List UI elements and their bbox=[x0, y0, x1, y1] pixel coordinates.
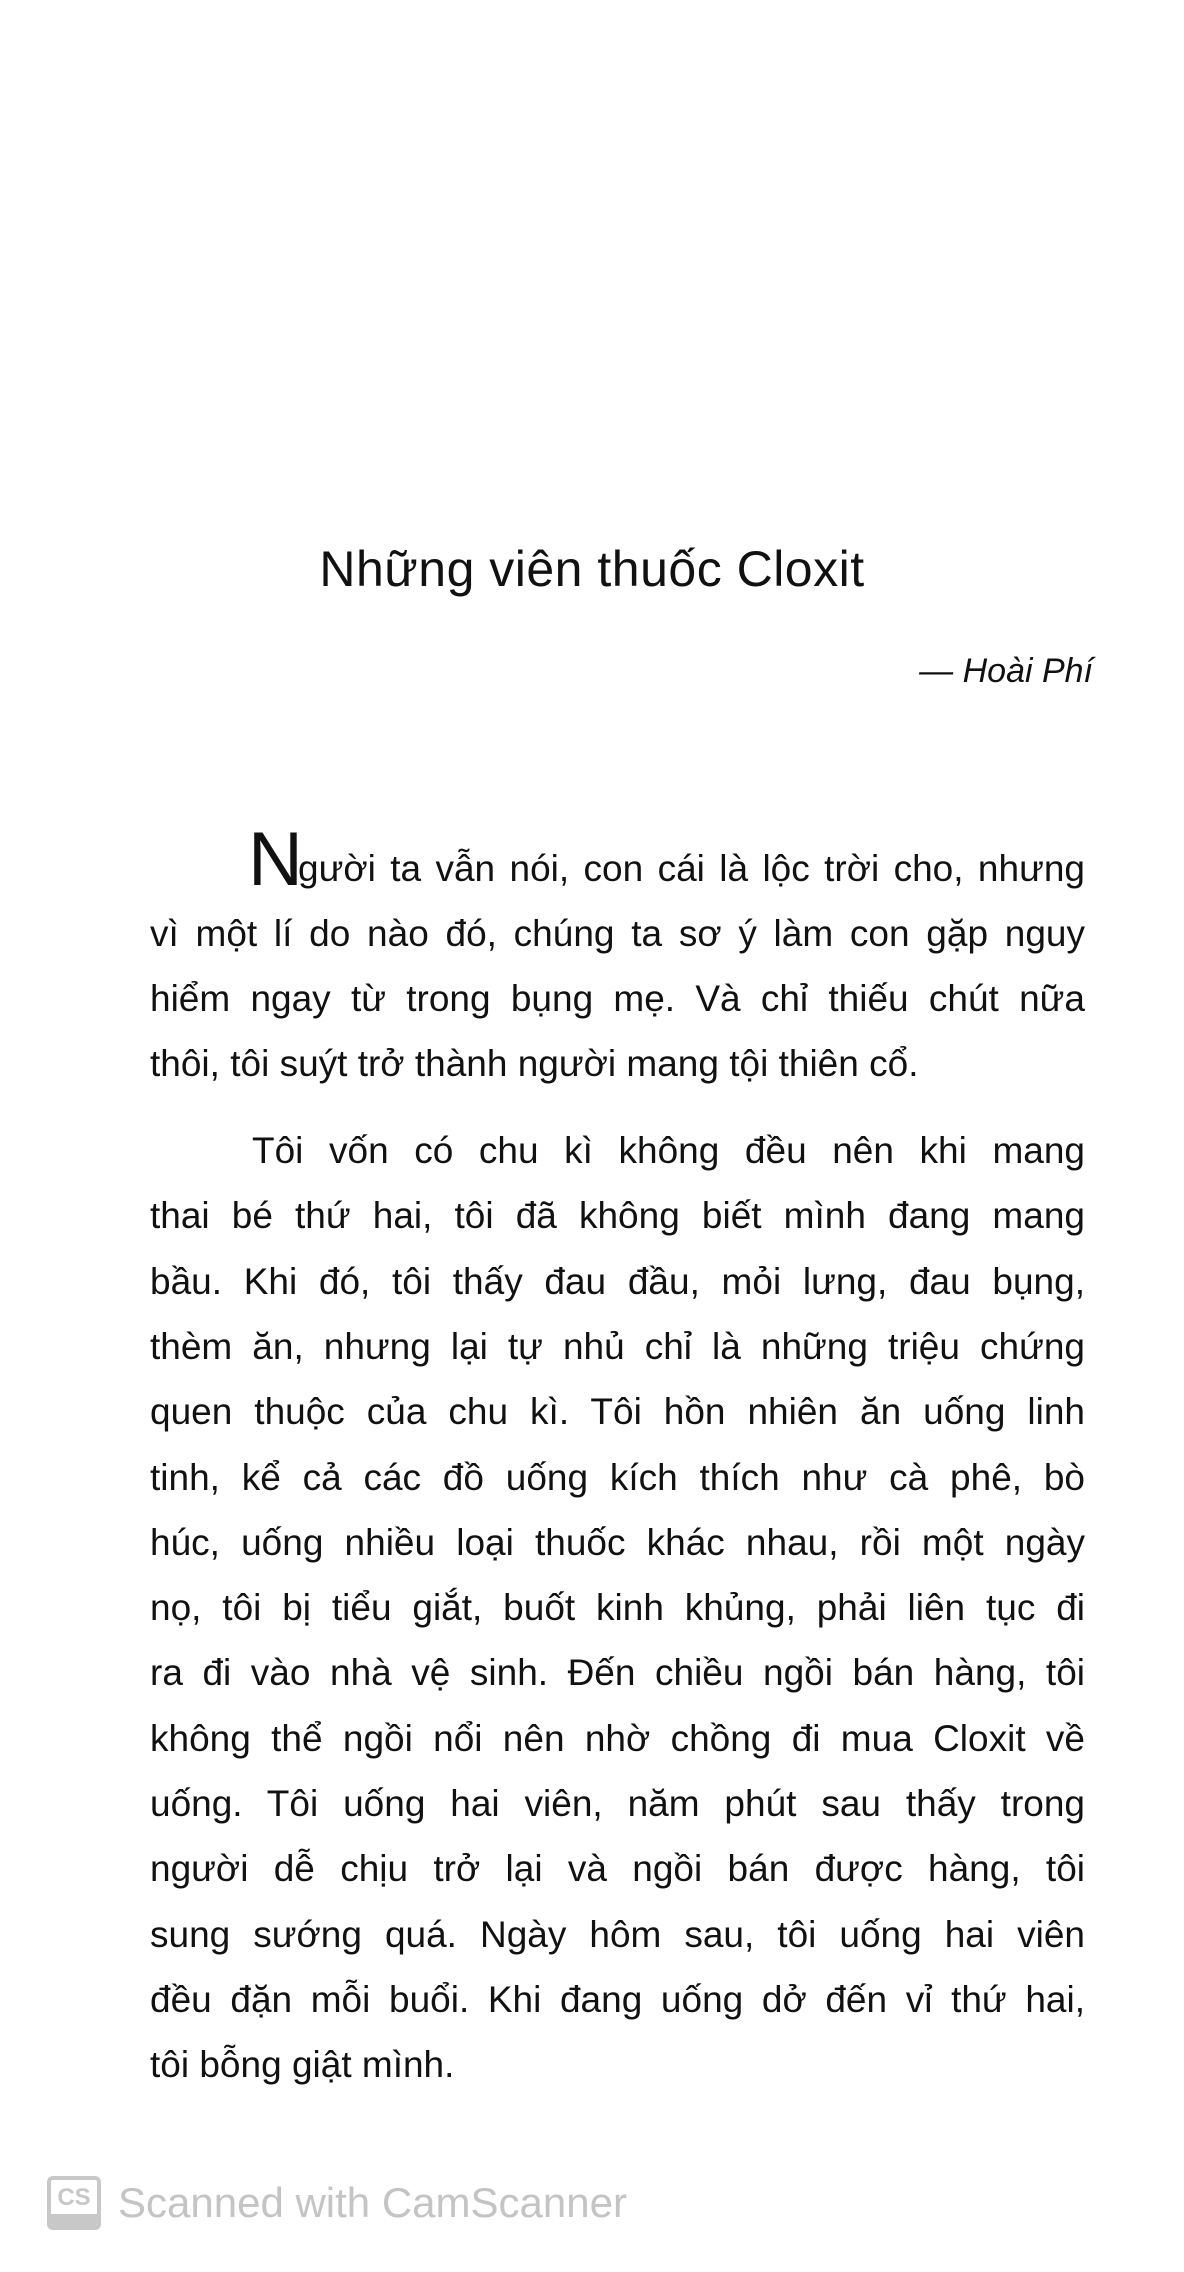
text-line: uống. Tôi uống hai viên, năm phút sau thấy trong bbox=[150, 1783, 1085, 1824]
logo-text: CS bbox=[57, 2184, 91, 2211]
text-line: quen thuộc của chu kì. Tôi hồn nhiên ăn uống linh bbox=[150, 1391, 1085, 1433]
text-line: hiểm ngay từ trong bụng mẹ. Và chỉ thiếu chút nữa bbox=[150, 978, 1085, 1019]
author-byline: — Hoài Phí bbox=[919, 652, 1093, 690]
camscanner-logo-icon bbox=[47, 2176, 101, 2230]
text-line: bầu. Khi đó, tôi thấy đau đầu, mỏi lưng, đau bụng, bbox=[150, 1260, 1085, 1302]
text-line: tôi bỗng giật mình. bbox=[150, 2044, 455, 2086]
text-line: Tôi vốn có chu kì không đều nên khi mang bbox=[252, 1130, 1085, 1171]
text-line: nọ, tôi bị tiểu giắt, buốt kinh khủng, phải liên tục đi bbox=[150, 1587, 1085, 1629]
text-line: thai bé thứ hai, tôi đã không biết mình đang mang bbox=[150, 1195, 1085, 1237]
drop-cap: N bbox=[248, 817, 303, 902]
text-line: đều đặn mỗi buổi. Khi đang uống dở đến vỉ thứ hai, bbox=[150, 1978, 1085, 2020]
text-line: thôi, tôi suýt trở thành người mang tội thiên cổ. bbox=[150, 1043, 919, 1084]
text-line: vì một lí do nào đó, chúng ta sơ ý làm con gặp nguy bbox=[150, 913, 1085, 954]
text-line: không thể ngồi nổi nên nhờ chồng đi mua Cloxit về bbox=[150, 1717, 1085, 1759]
text-line: ra đi vào nhà vệ sinh. Đến chiều ngồi bán hàng, tôi bbox=[150, 1652, 1085, 1694]
text-line: húc, uống nhiều loại thuốc khác nhau, rồi một ngày bbox=[150, 1521, 1085, 1563]
text-line: gười ta vẫn nói, con cái là lộc trời cho, nhưng bbox=[298, 848, 1085, 889]
watermark-text: Scanned with CamScanner bbox=[118, 2179, 627, 2226]
text-line: sung sướng quá. Ngày hôm sau, tôi uống hai viên bbox=[150, 1913, 1085, 1955]
text-line: người dễ chịu trở lại và ngồi bán được hàng, tôi bbox=[150, 1848, 1085, 1890]
text-line: thèm ăn, nhưng lại tự nhủ chỉ là những triệu chứng bbox=[150, 1325, 1085, 1367]
text-line: tinh, kể cả các đồ uống kích thích như cà phê, bò bbox=[150, 1456, 1085, 1498]
story-title: Những viên thuốc Cloxit bbox=[319, 541, 865, 597]
